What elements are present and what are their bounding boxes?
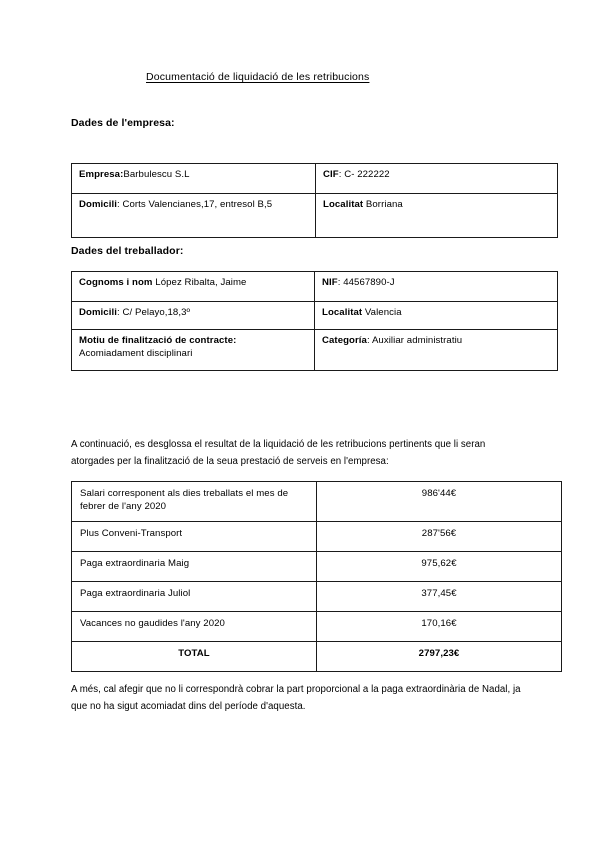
amount-value: 986'44€ bbox=[317, 482, 562, 522]
termination-reason-label: Motiu de finalització de contracte: bbox=[79, 335, 237, 346]
table-row bbox=[72, 164, 558, 194]
section-heading-company: Dades de l'empresa: bbox=[71, 117, 175, 129]
amount-value: 170,16€ bbox=[317, 612, 562, 642]
company-data-table bbox=[71, 163, 558, 238]
total-label: TOTAL bbox=[72, 642, 317, 672]
worker-locality-value: Valencia bbox=[362, 307, 402, 318]
worker-name-cell bbox=[72, 272, 315, 302]
company-locality-cell bbox=[316, 194, 558, 238]
section-heading-worker: Dades del treballador: bbox=[71, 245, 184, 257]
termination-reason-value: Acomiadament disciplinari bbox=[79, 348, 193, 359]
table-row bbox=[72, 302, 558, 330]
table-row-total bbox=[72, 642, 562, 672]
table-row bbox=[72, 552, 562, 582]
table-row bbox=[72, 582, 562, 612]
company-cif-cell bbox=[316, 164, 558, 194]
amount-value: 975,62€ bbox=[317, 552, 562, 582]
outro-paragraph: A més, cal afegir que no li correspondrà cobrar la part proporcional a la paga extraordinària de Nadal, ja que no ha sigut acomiadat dins del període d'aquesta. bbox=[71, 684, 521, 712]
company-name-value: Barbulescu S.L bbox=[123, 169, 190, 180]
table-row bbox=[72, 522, 562, 552]
worker-data-table bbox=[71, 271, 558, 371]
amount-concept: Plus Conveni-Transport bbox=[72, 522, 317, 552]
worker-locality-label: Localitat bbox=[322, 307, 363, 318]
amount-concept: Paga extraordinaria Juliol bbox=[72, 582, 317, 612]
table-row bbox=[72, 482, 562, 522]
company-locality-value: Borriana bbox=[363, 199, 403, 210]
page-title: Documentació de liquidació de les retribucions bbox=[146, 71, 370, 83]
worker-nif-cell bbox=[315, 272, 558, 302]
company-cif-value: : C- 222222 bbox=[338, 169, 390, 180]
amount-value: 287'56€ bbox=[317, 522, 562, 552]
worker-address-label: Domicili bbox=[79, 307, 117, 318]
worker-name-label: Cognoms i nom bbox=[79, 277, 153, 288]
amounts-table bbox=[71, 481, 562, 672]
company-cif-label: CIF bbox=[323, 169, 339, 180]
amount-concept: Vacances no gaudides l'any 2020 bbox=[72, 612, 317, 642]
worker-address-value: : C/ Pelayo,18,3º bbox=[116, 307, 191, 318]
table-row bbox=[72, 330, 558, 371]
worker-category-label: Categoría bbox=[322, 335, 367, 346]
company-name-cell bbox=[72, 164, 316, 194]
termination-reason-cell bbox=[72, 330, 315, 371]
table-row bbox=[72, 272, 558, 302]
company-address-label: Domicili bbox=[79, 199, 117, 210]
worker-locality-cell bbox=[315, 302, 558, 330]
company-address-value: : Corts Valencianes,17, entresol B,5 bbox=[116, 199, 273, 210]
company-name-label: Empresa: bbox=[79, 169, 124, 180]
amount-concept: Paga extraordinaria Maig bbox=[72, 552, 317, 582]
worker-address-cell bbox=[72, 302, 315, 330]
amount-value: 377,45€ bbox=[317, 582, 562, 612]
worker-category-cell bbox=[315, 330, 558, 371]
total-amount: 2797,23€ bbox=[317, 642, 562, 672]
intro-paragraph: A continuació, es desglossa el resultat de la liquidació de les retribucions pertinents que li seran atorgades per la finalització de la seua prestació de serveis en l'empresa: bbox=[71, 439, 486, 467]
table-row bbox=[72, 194, 558, 238]
table-row bbox=[72, 612, 562, 642]
worker-nif-value: : 44567890-J bbox=[337, 277, 395, 288]
worker-name-value: López Ribalta, Jaime bbox=[152, 277, 247, 288]
company-locality-label: Localitat bbox=[323, 199, 364, 210]
worker-nif-label: NIF bbox=[322, 277, 338, 288]
company-address-cell bbox=[72, 194, 316, 238]
amount-concept: Salari corresponent als dies treballats el mes de febrer de l'any 2020 bbox=[72, 482, 317, 522]
worker-category-value: : Auxiliar administratiu bbox=[366, 335, 463, 346]
